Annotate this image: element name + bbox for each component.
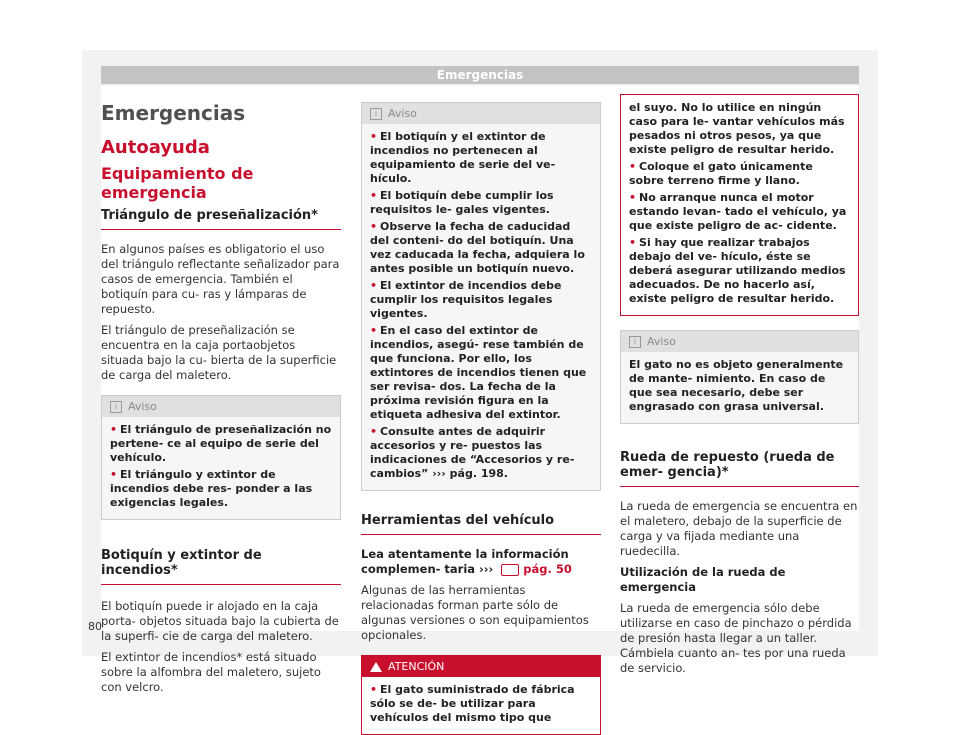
bullet-icon: • xyxy=(370,683,378,696)
column-2 xyxy=(361,86,601,735)
aviso-box xyxy=(620,330,859,424)
list-item xyxy=(370,324,592,422)
aviso-header xyxy=(621,331,858,352)
list-item-text: En el caso del extintor de incendios, asegú- rese también de que funciona. Por ello, los extintores de incendios tienen que ser revisa- dos. La fecha de la próxima revisión figura en la etiqueta adhesiva del extintor. xyxy=(370,324,587,421)
lead-text: Lea atentamente la información complemen- taria ››› xyxy=(361,547,569,576)
list-item xyxy=(629,236,850,306)
info-icon: i xyxy=(110,401,122,413)
paragraph: En algunos países es obligatorio el uso del triángulo reflectante señalizador para casos de emergencia. También el botiquín para cu- ras y lámparas de repuesto. xyxy=(101,242,340,316)
subheading: Utilización de la rueda de emergencia xyxy=(620,565,786,594)
bullet-icon: • xyxy=(629,191,637,204)
list-item-text: El gato suministrado de fábrica sólo se de- be utilizar para vehículos del mismo tipo que xyxy=(370,683,575,724)
warning-icon xyxy=(370,662,382,672)
list-item xyxy=(110,423,332,465)
column-1 xyxy=(101,86,341,701)
aviso-label: Aviso xyxy=(128,400,157,413)
list-item-text: No arranque nunca el motor estando levan- tado el vehículo, ya que existe peligro de ac- cidente. xyxy=(629,191,847,232)
aviso-header xyxy=(362,103,600,124)
list-item-text: El botiquín y el extintor de incendios no pertenecen al equipamiento de serie del ve- hículo. xyxy=(370,130,556,185)
aviso-body xyxy=(362,124,600,490)
bullet-icon: • xyxy=(110,423,118,436)
page-content xyxy=(101,86,859,724)
bullet-icon: • xyxy=(370,279,378,292)
list-item xyxy=(370,189,592,217)
aviso-body xyxy=(102,417,340,519)
aviso-label: Aviso xyxy=(388,107,417,120)
aviso-header xyxy=(102,396,340,417)
book-icon xyxy=(501,564,519,576)
info-icon: i xyxy=(370,108,382,120)
bullet-icon: • xyxy=(629,160,637,173)
list-item xyxy=(370,425,592,481)
bullet-icon: • xyxy=(370,324,378,337)
atencion-box-continued xyxy=(620,94,859,316)
list-item-text: Coloque el gato únicamente sobre terreno firme y llano. xyxy=(629,160,813,187)
paragraph: El botiquín puede ir alojado en la caja porta- objetos situada bajo la cubierta de la superfi- cie de carga del maletero. xyxy=(101,599,339,643)
paragraph: El extintor de incendios* está situado sobre la alfombra del maletero, sujeto con velcro. xyxy=(101,650,321,694)
aviso-box xyxy=(101,395,341,520)
running-header: Emergencias xyxy=(101,66,859,84)
paragraph: Algunas de las herramientas relacionadas forman parte sólo de algunas versiones o son equipamientos opcionales. xyxy=(361,583,589,642)
bullet-icon: • xyxy=(110,468,118,481)
list-item-text: El extintor de incendios debe cumplir los requisitos legales vigentes. xyxy=(370,279,562,320)
bullet-icon: • xyxy=(370,130,378,143)
paragraph: El triángulo de preseñalización se encuentra en la caja portaobjetos situada bajo la cu- bierta de la superficie de carga del maletero. xyxy=(101,323,337,382)
bullet-icon: • xyxy=(370,189,378,202)
list-item xyxy=(629,191,850,233)
section-title-autoayuda: Autoayuda xyxy=(101,137,210,158)
atencion-box xyxy=(361,655,601,735)
lead-paragraph xyxy=(361,547,601,577)
list-item xyxy=(110,468,332,510)
paragraph: La rueda de emergencia se encuentra en el maletero, debajo de la superficie de carga y va fijada mediante una ruedecilla. xyxy=(620,499,858,558)
list-item-text: Si hay que realizar trabajos debajo del ve- hículo, éste se deberá asegurar utilizando medios adecuados. De no hacerlo así, existe peligro de resultar herido. xyxy=(629,236,846,305)
list-item-text: El triángulo y extintor de incendios debe res- ponder a las exigencias legales. xyxy=(110,468,313,509)
list-item-text: Consulte antes de adquirir accesorios y re- puestos las indicaciones de “Accesorios y re- cambios” ››› pág. 198. xyxy=(370,425,575,480)
page-reference-link[interactable]: pág. 50 xyxy=(523,562,572,576)
atencion-header xyxy=(362,656,600,677)
aviso-text: El gato no es objeto generalmente de mante- nimiento. En caso de que sea necesario, debe ser engrasado con grasa universal. xyxy=(629,358,844,413)
list-item-text: Observe la fecha de caducidad del conteni- do del botiquín. Una vez caducada la fecha, adquiera lo antes posible un botiquín nuevo. xyxy=(370,220,585,275)
aviso-box xyxy=(361,102,601,491)
list-item xyxy=(370,279,592,321)
page-number: 80 xyxy=(88,620,102,633)
list-item xyxy=(629,160,850,188)
list-item xyxy=(370,130,592,186)
list-item xyxy=(370,220,592,276)
bullet-icon: • xyxy=(629,236,637,249)
subsection-title: Equipamiento de emergencia xyxy=(101,164,254,202)
paragraph: La rueda de emergencia sólo debe utilizarse en caso de pinchazo o pérdida de presión hasta llegar a un taller. Cámbiela cuanto an- tes por una rueda de servicio. xyxy=(620,601,852,675)
atencion-label: ATENCIÓN xyxy=(388,660,445,673)
info-icon: i xyxy=(629,336,641,348)
column-3 xyxy=(620,86,859,682)
aviso-body xyxy=(621,352,858,423)
list-item-text: El botiquín debe cumplir los requisitos le- gales vigentes. xyxy=(370,189,554,216)
atencion-body xyxy=(362,677,600,734)
topic-title-triangulo: Triángulo de preseñalización* xyxy=(101,208,341,230)
topic-title-rueda: Rueda de repuesto (rueda de emer- gencia)* xyxy=(620,450,859,487)
list-item xyxy=(370,683,592,725)
atencion-body xyxy=(621,95,858,315)
topic-title-botiquin: Botiquín y extintor de incendios* xyxy=(101,548,341,585)
topic-title-herramientas: Herramientas del vehículo xyxy=(361,513,601,535)
chapter-title: Emergencias xyxy=(101,101,246,125)
bullet-icon: • xyxy=(370,425,378,438)
bullet-icon: • xyxy=(370,220,378,233)
list-item-text: El triángulo de preseñalización no pertene- ce al equipo de serie del vehículo. xyxy=(110,423,332,464)
continued-text: el suyo. No lo utilice en ningún caso para le- vantar vehículos más pesados ni otros pesos, ya que existe peligro de resultar herido. xyxy=(629,101,845,156)
aviso-label: Aviso xyxy=(647,335,676,348)
